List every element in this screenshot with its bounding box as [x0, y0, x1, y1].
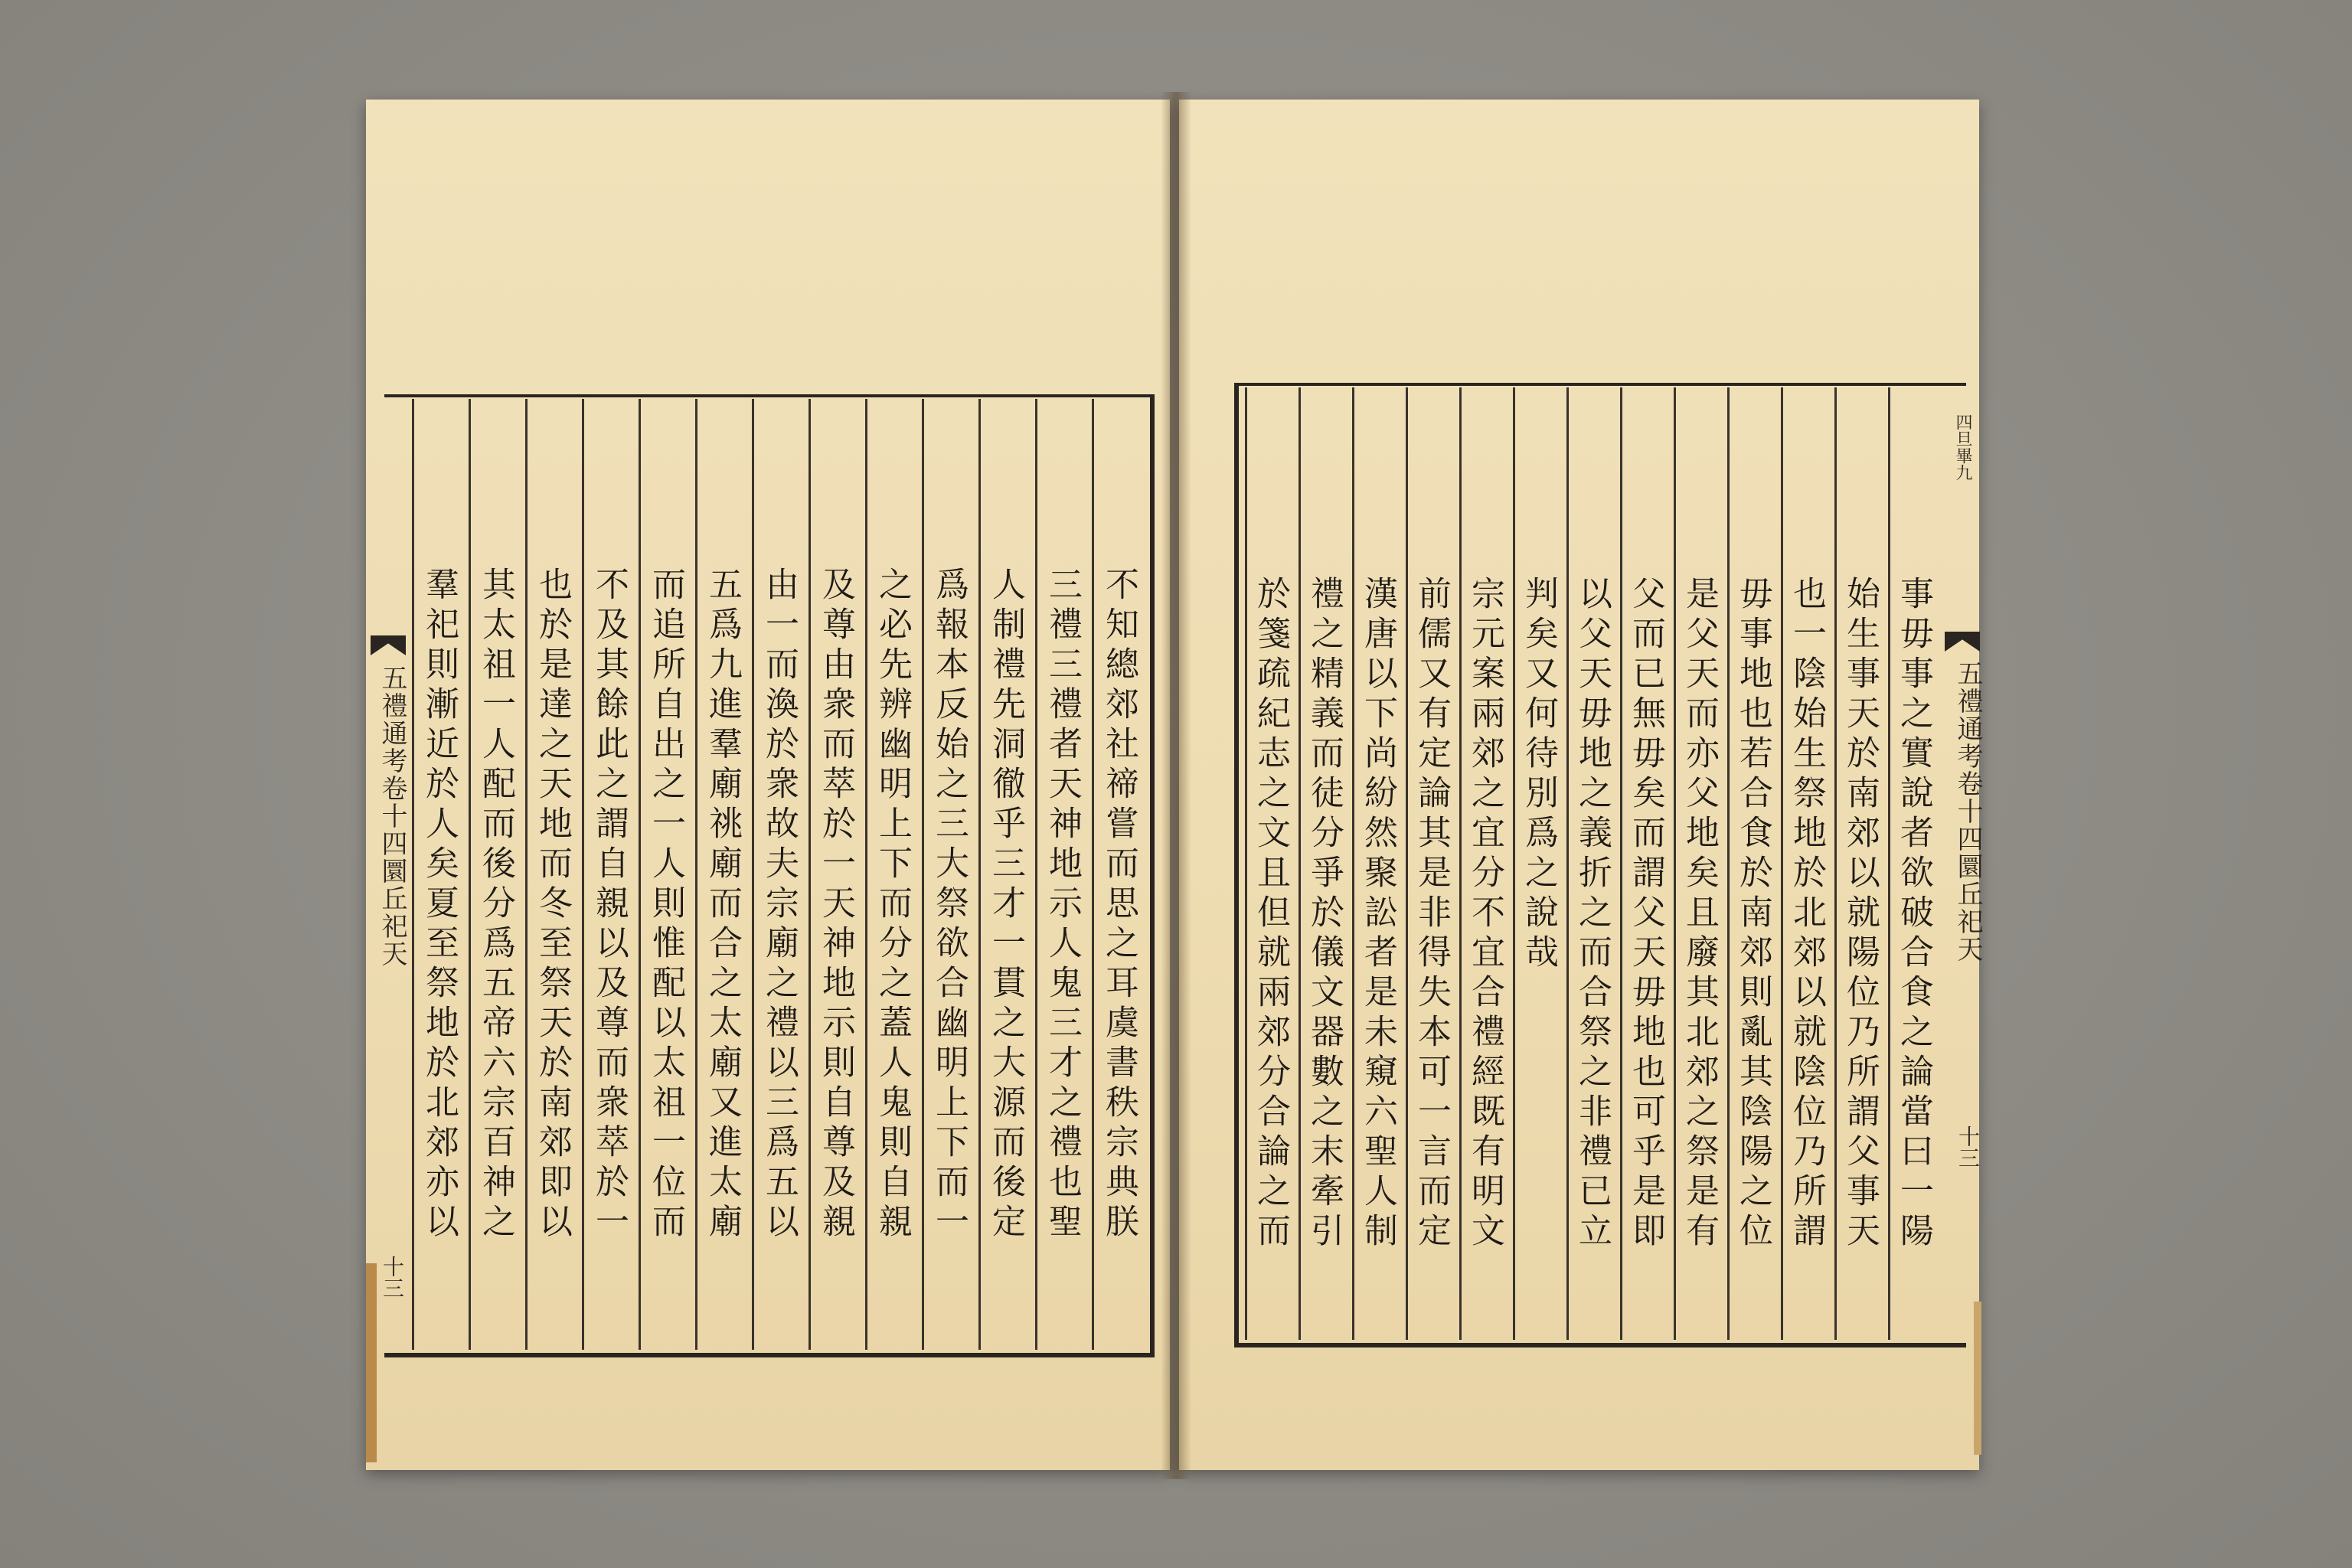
left-text-column: 羣祀則漸近於人矣夏至祭地於北郊亦以	[420, 567, 459, 1243]
left-column-rule	[525, 399, 528, 1350]
leaf-number-left: 十三	[380, 1256, 405, 1298]
right-text-column: 毋事地也若合食於南郊則亂其陰陽之位	[1733, 576, 1772, 1253]
left-column-rule	[469, 399, 471, 1350]
right-column-rule	[1459, 387, 1462, 1340]
right-text-column: 事毋事之實說者欲破合食之論當曰一陽	[1894, 576, 1933, 1253]
left-text-column: 三禮三禮者天神地示人鬼三才之禮也聖	[1043, 567, 1082, 1243]
left-column-rule	[1035, 399, 1037, 1350]
top-mark-right: 四旦畢九	[1953, 413, 1972, 481]
right-column-rule	[1298, 387, 1301, 1340]
running-title-right: 五禮通考卷十四圜丘祀天	[1952, 660, 1983, 963]
right-column-rule	[1566, 387, 1569, 1340]
right-column-rule	[1727, 387, 1730, 1340]
right-text-column: 禮之精義而徒分爭於儀文器數之末牽引	[1305, 576, 1344, 1253]
left-column-rule	[922, 399, 924, 1350]
left-text-column: 而追所自出之一人則惟配以太祖一位而	[646, 567, 685, 1243]
right-column-rule	[1406, 387, 1408, 1340]
left-text-column: 不及其餘此之謂自親以及尊而衆萃於一	[590, 567, 629, 1243]
right-column-rule	[1674, 387, 1676, 1340]
left-column-rule	[412, 399, 414, 1350]
right-column-rule	[1888, 387, 1890, 1340]
right-column-rule	[1781, 387, 1783, 1340]
right-text-column: 父而已無毋矣而謂父天毋地也可乎是即	[1626, 576, 1665, 1253]
left-text-column: 不知總郊社禘嘗而思之耳虞書秩宗典朕	[1099, 567, 1138, 1243]
left-text-column: 人制禮先洞徹乎三才一貫之大源而後定	[986, 567, 1025, 1243]
left-column-rule	[695, 399, 697, 1350]
right-text-column: 前儒又有定論其是非得失本可一言而定	[1412, 576, 1451, 1253]
left-column-rule	[865, 399, 867, 1350]
left-column-rule	[639, 399, 641, 1350]
left-text-column: 其太祖一人配而後分爲五帝六宗百神之	[476, 567, 515, 1243]
left-text-column: 也於是達之天地而冬至祭天於南郊即以	[533, 567, 572, 1243]
right-column-rule	[1620, 387, 1622, 1340]
right-text-column: 也一陰始生祭地於北郊以就陰位乃所謂	[1787, 576, 1826, 1253]
left-text-column: 及尊由衆而萃於一天神地示則自尊及親	[816, 567, 855, 1243]
left-column-rule	[752, 399, 754, 1350]
left-column-rule	[978, 399, 981, 1350]
left-text-column: 之必先辨幽明上下而分之蓋人鬼則自親	[873, 567, 912, 1243]
right-text-column: 於箋疏紀志之文且但就兩郊分合論之而	[1251, 576, 1290, 1253]
left-page-edge	[366, 1263, 377, 1462]
leaf-number-right: 十三	[1955, 1125, 1981, 1168]
left-text-column: 爲報本反始之三大祭欲合幽明上下而一	[929, 567, 969, 1243]
right-text-column: 是父天而亦父地矣且廢其北郊之祭是有	[1680, 576, 1719, 1253]
right-text-column: 以父天毋地之義折之而合祭之非禮已立	[1573, 576, 1612, 1253]
right-text-column: 宗元案兩郊之宜分不宜合禮經既有明文	[1465, 576, 1504, 1253]
right-page-edge	[1974, 1302, 1981, 1455]
right-column-rule	[1352, 387, 1354, 1340]
left-column-rule	[808, 399, 811, 1350]
left-column-rule	[582, 399, 584, 1350]
right-text-column: 始生事天於南郊以就陽位乃所謂父事天	[1841, 576, 1880, 1253]
right-text-column: 判矣又何待別爲之說哉	[1519, 576, 1558, 974]
left-text-column: 由一而渙於衆故夫宗廟之禮以三爲五以	[760, 567, 799, 1243]
left-text-column: 五爲九進羣廟祧廟而合之太廟又進太廟	[703, 567, 742, 1243]
right-column-rule	[1245, 387, 1247, 1340]
right-text-column: 漢唐以下尚紛然聚訟者是未窺六聖人制	[1358, 576, 1397, 1253]
right-column-rule	[1834, 387, 1837, 1340]
right-column-rule	[1513, 387, 1515, 1340]
left-column-rule	[1092, 399, 1094, 1350]
book-gutter	[1161, 92, 1191, 1479]
running-title-left: 五禮通考卷十四圜丘祀天	[377, 665, 407, 968]
